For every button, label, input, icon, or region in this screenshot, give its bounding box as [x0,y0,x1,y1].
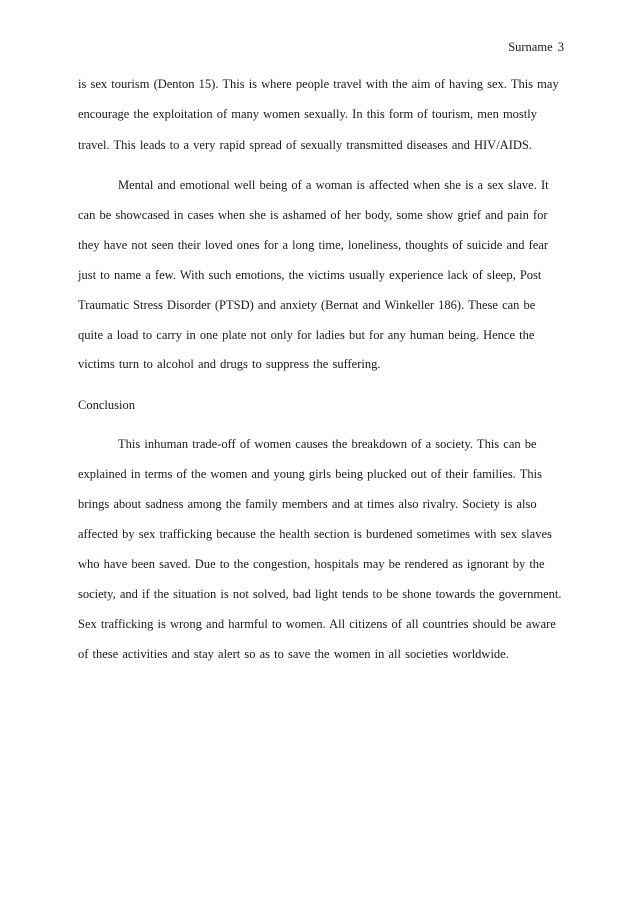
paragraph-3-line-3: brings about sadness among the family members and at times also rivalry. Society is also [78,497,537,511]
paragraph-3-line-1: This inhuman trade-off of women causes the breakdown of a society. This can be [118,437,537,451]
paragraph-2-line-7: victims turn to alcohol and drugs to suppress the suffering. [78,357,381,371]
section-heading-conclusion: Conclusion [78,398,135,412]
paragraph-3-line-8: of these activities and stay alert so as to save the women in all societies worldwide. [78,647,509,661]
paragraph-2-line-2: can be showcased in cases when she is ashamed of her body, some show grief and pain for [78,208,548,222]
paragraph-2-line-6: quite a load to carry in one plate not only for ladies but for any human being. Hence the [78,328,535,342]
paragraph-3-line-7: Sex trafficking is wrong and harmful to women. All citizens of all countries should be aware [78,617,556,631]
paragraph-1-line-3: travel. This leads to a very rapid spread of sexually transmitted diseases and HIV/AIDS. [78,138,532,152]
paragraph-3-line-6: society, and if the situation is not solved, bad light tends to be shone towards the government. [78,587,562,601]
paragraph-3-line-2: explained in terms of the women and young girls being plucked out of their families. This [78,467,542,481]
paragraph-2-line-1: Mental and emotional well being of a woman is affected when she is a sex slave. It [118,178,549,192]
running-head: Surname 3 [508,40,564,54]
paragraph-3-line-5: who have been saved. Due to the congestion, hospitals may be rendered as ignorant by the [78,557,545,571]
paragraph-1-line-2: encourage the exploitation of many women sexually. In this form of tourism, men mostly [78,107,537,121]
paragraph-3-line-4: affected by sex trafficking because the health section is burdened sometimes with sex slaves [78,527,552,541]
paragraph-2-line-4: just to name a few. With such emotions, the victims usually experience lack of sleep, Post [78,268,542,282]
paragraph-2-line-5: Traumatic Stress Disorder (PTSD) and anxiety (Bernat and Winkeller 186). These can be [78,298,536,312]
paragraph-1-line-1: is sex tourism (Denton 15). This is where people travel with the aim of having sex. This may [78,77,559,91]
paragraph-2-line-3: they have not seen their loved ones for a long time, loneliness, thoughts of suicide and fear [78,238,549,252]
